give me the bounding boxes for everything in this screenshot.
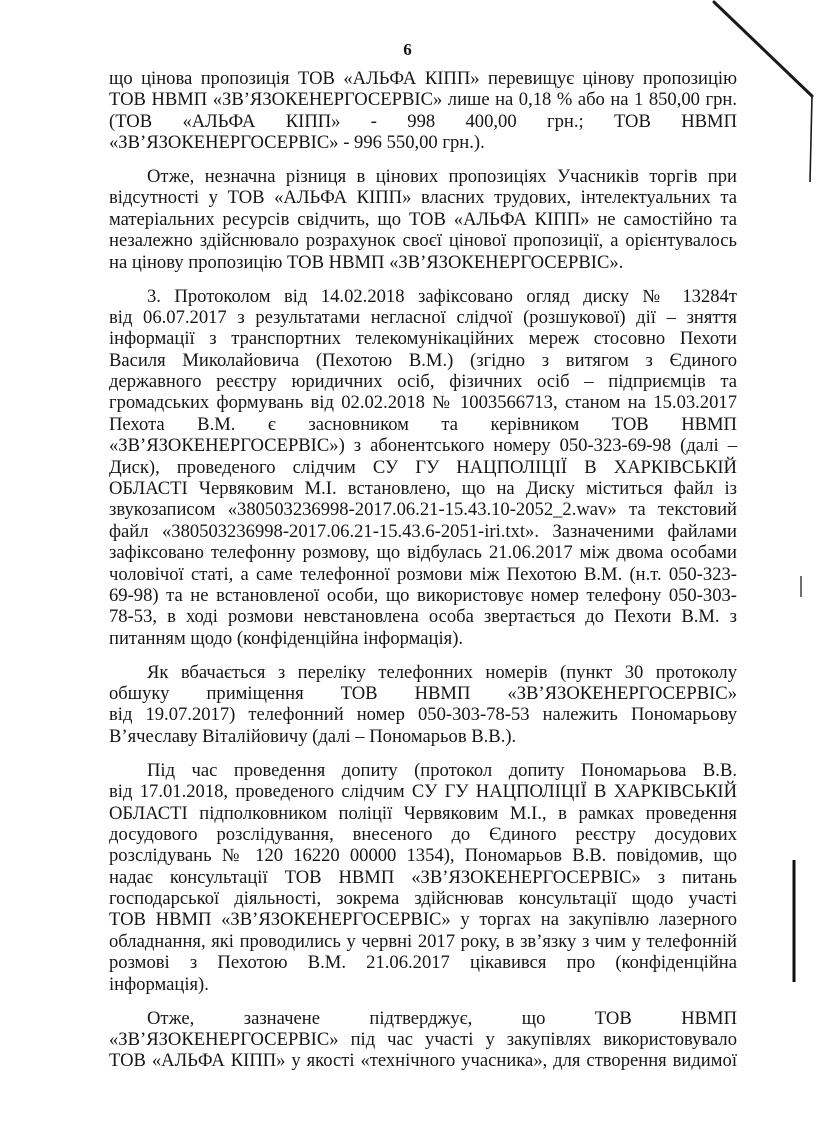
text-line: що цінова пропозиція ТОВ «АЛЬФА КІПП» перевищує цінову пропозицію [109, 68, 737, 89]
text-line: Отже, незначна різниця в цінових пропозиціях Учасників торгів при [147, 166, 737, 188]
paragraph-price-comparison [109, 68, 737, 154]
text-line: «ЗВ’ЯЗОКЕНЕРГОСЕРВІС» під час участі у закупівлях використовувало [109, 1028, 737, 1050]
text-line: обладнання, які проводились у червні 2017 року, в зв’язку з чим у телефонній [109, 930, 737, 952]
text-line: відсутності у ТОВ «АЛЬФА КІПП» власних трудових, інтелектуальних та [109, 187, 737, 209]
text-line: (ТОВ «АЛЬФА КІПП» - 998 400,00 грн.; ТОВ НВМП [109, 110, 737, 132]
paragraph-phone-list [109, 662, 737, 748]
paragraph-conclusion-2 [109, 1008, 737, 1072]
text-line: матеріальних ресурсів свідчить, що ТОВ «АЛЬФА КІПП» не самостійно та [109, 208, 737, 230]
text-line: державного реєстру юридичних осіб, фізичних осіб – підприємців та [109, 371, 737, 393]
text-line: звукозаписом «380503236998-2017.06.21-15.43.10-2052_2.wav» та текстовий [109, 499, 737, 521]
text-line: Диск), проведеного слідчим СУ ГУ НАЦПОЛІЦІЇ В ХАРКІВСЬКІЙ [109, 456, 737, 478]
text-line: питанням щодо (конфіденційна інформація). [109, 627, 464, 649]
text-line: громадських формувань від 02.02.2018 № 1003566713, станом на 15.03.2017 [109, 392, 737, 414]
text-line: ОБЛАСТІ підполковником поліції Червяковим М.І., в рамках проведення [109, 802, 737, 824]
text-line: на цінову пропозицію ТОВ НВМП «ЗВ’ЯЗОКЕНЕРГОСЕРВІС». [109, 251, 624, 273]
text-line: Пехота В.М. є засновником та керівником ТОВ НВМП [109, 413, 737, 435]
text-line: файл «380503236998-2017.06.21-15.43.6-2051-iri.txt». Зазначеними файлами [109, 520, 737, 542]
text-line: від 19.07.2017) телефонний номер 050-303-78-53 належить Пономарьову [109, 704, 737, 726]
text-line: ТОВ НВМП «ЗВ’ЯЗОКЕНЕРГОСЕРВІС» лише на 0,18 % або на 1 850,00 грн. [109, 89, 737, 111]
margin-tick-mark [798, 575, 804, 599]
text-line: обшуку приміщення ТОВ НВМП «ЗВ’ЯЗОКЕНЕРГОСЕРВІС» [109, 683, 737, 705]
paragraph-conclusion-1 [109, 166, 737, 273]
text-line: «ЗВ’ЯЗОКЕНЕРГОСЕРВІС») з абонентського номеру 050-323-69-98 (далі – [109, 435, 737, 457]
text-line: інформація). [109, 973, 209, 995]
text-line: досудового розслідування, внесеного до Єдиного реєстру досудових [109, 823, 737, 845]
text-line: господарської діяльності, зокрема здійснював консультації щодо участі [109, 888, 737, 910]
text-line: «ЗВ’ЯЗОКЕНЕРГОСЕРВІС» - 996 550,00 грн.). [109, 132, 485, 154]
margin-vertical-bar [790, 858, 798, 984]
text-line: зафіксовано телефонну розмову, що відбулась 21.06.2017 між двома особами [109, 542, 737, 564]
text-line: інформації з транспортних телекомунікаційних мереж стосовно Пехоти [109, 328, 737, 350]
text-line: ОБЛАСТІ Червяковим М.І. встановлено, що на Диску міститься файл із [109, 478, 737, 500]
document-body [109, 68, 737, 1084]
text-line: Як вбачається з переліку телефонних номерів (пункт 30 протоколу [147, 661, 737, 683]
paragraph-protocol-disk [109, 286, 737, 650]
text-line: Василя Миколайовича (Пехотою В.М.) (згідно з витягом з Єдиного [109, 349, 737, 371]
text-line: від 06.07.2017 з результатами негласної слідчої (розшукової) дії – зняття [109, 306, 737, 328]
page-number: 6 [403, 40, 413, 59]
text-line: чоловічої статі, а саме телефонної розмови між Пехотою В.М. (н.т. 050-323- [109, 563, 737, 585]
text-line: розслідувань № 120 16220 00000 1354), Пономарьов В.В. повідомив, що [109, 845, 737, 867]
text-line: незалежно здійснювало розрахунок своєї цінової пропозиції, а орієнтувалось [109, 230, 737, 252]
text-line: 3. Протоколом від 14.02.2018 зафіксовано огляд диску № 13284т [147, 285, 737, 307]
text-line: В’ячеславу Віталійовичу (далі – Пономарьов В.В.). [109, 725, 517, 747]
text-line: Під час проведення допиту (протокол допиту Пономарьова В.В. [147, 759, 737, 781]
text-line: 78-53, в ході розмови невстановлена особа звертається до Пехоти В.М. з [109, 606, 737, 628]
text-line: від 17.01.2018, проведеного слідчим СУ ГУ НАЦПОЛІЦІЇ В ХАРКІВСЬКІЙ [109, 781, 737, 803]
text-line: ТОВ «АЛЬФА КІПП» у якості «технічного учасника», для створення видимої [109, 1050, 737, 1072]
paragraph-interrogation [109, 760, 737, 995]
text-line: 69-98) та не встановленої особи, що використовує номер телефону 050-303- [109, 584, 737, 606]
text-line: Отже, зазначене підтверджує, що ТОВ НВМП [147, 1007, 737, 1029]
text-line: надає консультації ТОВ НВМП «ЗВ’ЯЗОКЕНЕРГОСЕРВІС» з питань [109, 866, 737, 888]
text-line: ТОВ НВМП «ЗВ’ЯЗОКЕНЕРГОСЕРВІС» у торгах на закупівлю лазерного [109, 909, 737, 931]
text-line: розмові з Пехотою В.М. 21.06.2017 цікавився про (конфіденційна [109, 952, 737, 974]
